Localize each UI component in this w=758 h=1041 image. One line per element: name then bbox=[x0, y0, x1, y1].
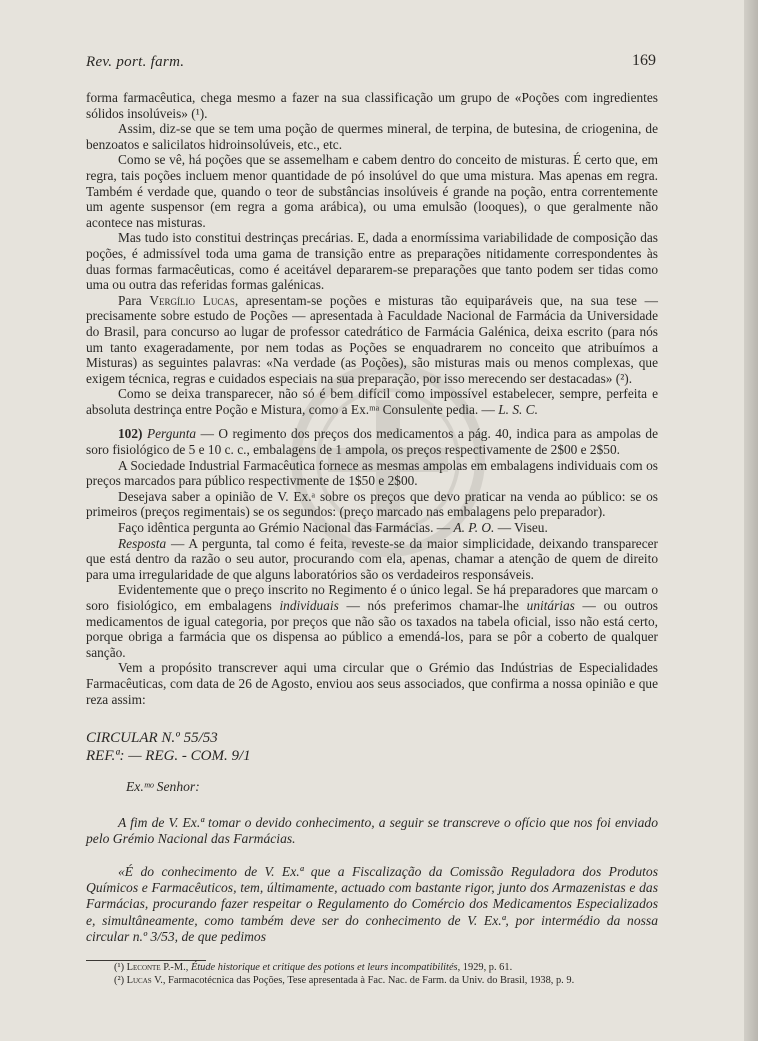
footnote: (¹) Leconte P.-M., Étude historique et critique des potions et leurs incompatibilités, 1929, p. 61. bbox=[114, 962, 513, 973]
paragraph: Evidentemente que o preço inscrito no Regimento é o único legal. Se há preparadores que marcam o soro fisiológico, em embalagens individuais — nós preferimos chamar-lhe unitárias — ou outros medicamentos de igual categoria, por preços que não são os taxados na tabela oficial, isso não está certo, porque obriga a farmácia que os dispensa ao público a emendá-los, para se pôr a coberto de qualquer sanção. bbox=[86, 582, 658, 660]
signature: L. S. C. bbox=[498, 401, 538, 417]
answer-label: Resposta bbox=[118, 535, 167, 551]
circular-reference: REF.ª: — REG. - COM. 9/1 bbox=[86, 748, 251, 765]
answer-paragraph: Resposta — A pergunta, tal como é feita, reveste-se da maior simplicidade, deixando transparecer que está dentro da razão o seu autor, procurando com ela, apenas, chamar a atenção de quem de direito para uma irregularidade de que alguns laboratórios são os verdadeiros responsáveis. bbox=[86, 535, 658, 582]
salutation: Ex.ᵐᵒ Senhor: bbox=[126, 779, 200, 795]
question-paragraph: 102) Pergunta — O regimento dos preços dos medicamentos a pág. 40, indica para as ampolas de soro fisiológico de 5 e 10 c. c., embalagens de 1 ampola, os preços respectivamente de 2$00 e 2$50. bbox=[86, 426, 658, 458]
circular-heading bbox=[86, 729, 658, 765]
circular-number: CIRCULAR N.º 55/53 bbox=[86, 730, 218, 747]
paragraph: Vem a propósito transcrever aqui uma circular que o Grémio das Indústrias de Especialidades Farmacêuticas, com data de 26 de Agosto, enviou aos seus associados, que confirma a nossa opinião e que reza assim: bbox=[86, 660, 658, 707]
letter-paragraph: A fim de V. Ex.ª tomar o devido conhecimento, a seguir se transcreve o ofício que nos foi enviado pelo Grémio Nacional das Farmácias. bbox=[86, 814, 658, 847]
paragraph: A Sociedade Industrial Farmacêutica fornece as mesmas ampolas em embalagens individuais com os preços marcados para público respectivmente de 1$50 e 2$00. bbox=[86, 457, 658, 489]
paragraph: Como se vê, há poções que se assemelham e cabem dentro do conceito de misturas. É certo que, em regra, tais poções incluem menor quantidade de pó insolúvel do que uma mistura. Mas apenas em regra. Também é verdade que, quando o teor de substâncias insolúveis é grande na poção, entra correntemente um agente suspensor (em regra a goma arábica), ou uma emulsão (looques), o que geralmente não acontece nas misturas. bbox=[86, 152, 658, 230]
page-edge-shadow bbox=[744, 0, 758, 1041]
paragraph: Mas tudo isto constitui destrinças precárias. E, dada a enormíssima variabilidade de composição das poções, é admissível toda uma gama de transição entre as preparações nitidamente correspondentes às duas formas farmacêuticas, como é aceitável depararem-se preparações que tanto podem ser tidas como uma ou outra das referidas formas galénicas. bbox=[86, 230, 658, 293]
author-name: Vergílio Lucas bbox=[149, 292, 235, 308]
page-number: 169 bbox=[632, 52, 656, 69]
footnote: (²) Lucas V., Farmacotécnica das Poções, Tese apresentada à Fac. Nac. de Farm. da Univ. do Brasil, 1938, p. 9. bbox=[114, 974, 575, 986]
footnote-rule bbox=[86, 960, 206, 961]
paragraph: Desejava saber a opinião de V. Ex.ᵃ sobre os preços que devo praticar na venda ao público: se os primeiros (preços regimentais) se os segundos: (preço marcado nas embalagens pelo preparador). bbox=[86, 488, 658, 520]
paragraph: forma farmacêutica, chega mesmo a fazer na sua classificação um grupo de «Poções com ingredientes sólidos insolúveis» (¹). bbox=[86, 90, 658, 121]
article-body bbox=[86, 90, 658, 946]
footnotes bbox=[86, 962, 658, 987]
paragraph: Assim, diz-se que se tem uma poção de quermes mineral, de terpina, de butesina, de criogenina, de benzoatos e salicilatos hidroinsolúveis, etc., etc. bbox=[86, 121, 658, 152]
paragraph: Faço idêntica pergunta ao Grémio Nacional das Farmácias. — A. P. O. — Viseu. bbox=[118, 520, 548, 536]
paragraph: Como se deixa transparecer, não só é bem difícil como impossível estabelecer, sempre, perfeita e absoluta destrinça entre Poção e Mistura, como a Ex.ᵐᵃ Consulente pedia. — L. S. C. bbox=[86, 386, 658, 417]
signature: A. P. O. bbox=[453, 520, 495, 536]
paragraph: Para Vergílio Lucas, apresentam-se poções e misturas tão equiparáveis que, na sua tese — precisamente sobre estudo de Poções — apresentada à Faculdade Nacional de Farmácia da Universidade do Brasil, para concurso ao lugar de professor catedrático de Farmácia Galénica, deixa escrito (para nós um tanto exageradamente, por nem todas as Poções se enquadrarem no conceito que atribuímos a Misturas) as seguintes palavras: «Na verdade (as Poções), são misturas mais ou menos complexas, que exigem técnica, regras e cuidados especiais na sua preparação, por isso merecendo ser destacadas» (²). bbox=[86, 292, 658, 386]
running-title: Rev. port. farm. bbox=[86, 54, 185, 70]
question-number: 102) bbox=[118, 426, 143, 442]
page-header bbox=[86, 52, 656, 78]
question-label: Pergunta bbox=[146, 426, 197, 442]
letter-paragraph: «É do conhecimento de V. Ex.ª que a Fiscalização da Comissão Reguladora dos Produtos Químicos e Farmacêuticos, tem, últimamente, actuado com bastante rigor, junto dos Armazenistas e das Farmácias, procurando fazer respeitar o Regulamento do Comércio dos Medicamentos Especializados e, simultâneamente, como também deve ser do conhecimento de V. Ex.ª, por intermédio da nossa circular n.º 3/53, de que pedimos bbox=[86, 863, 658, 945]
